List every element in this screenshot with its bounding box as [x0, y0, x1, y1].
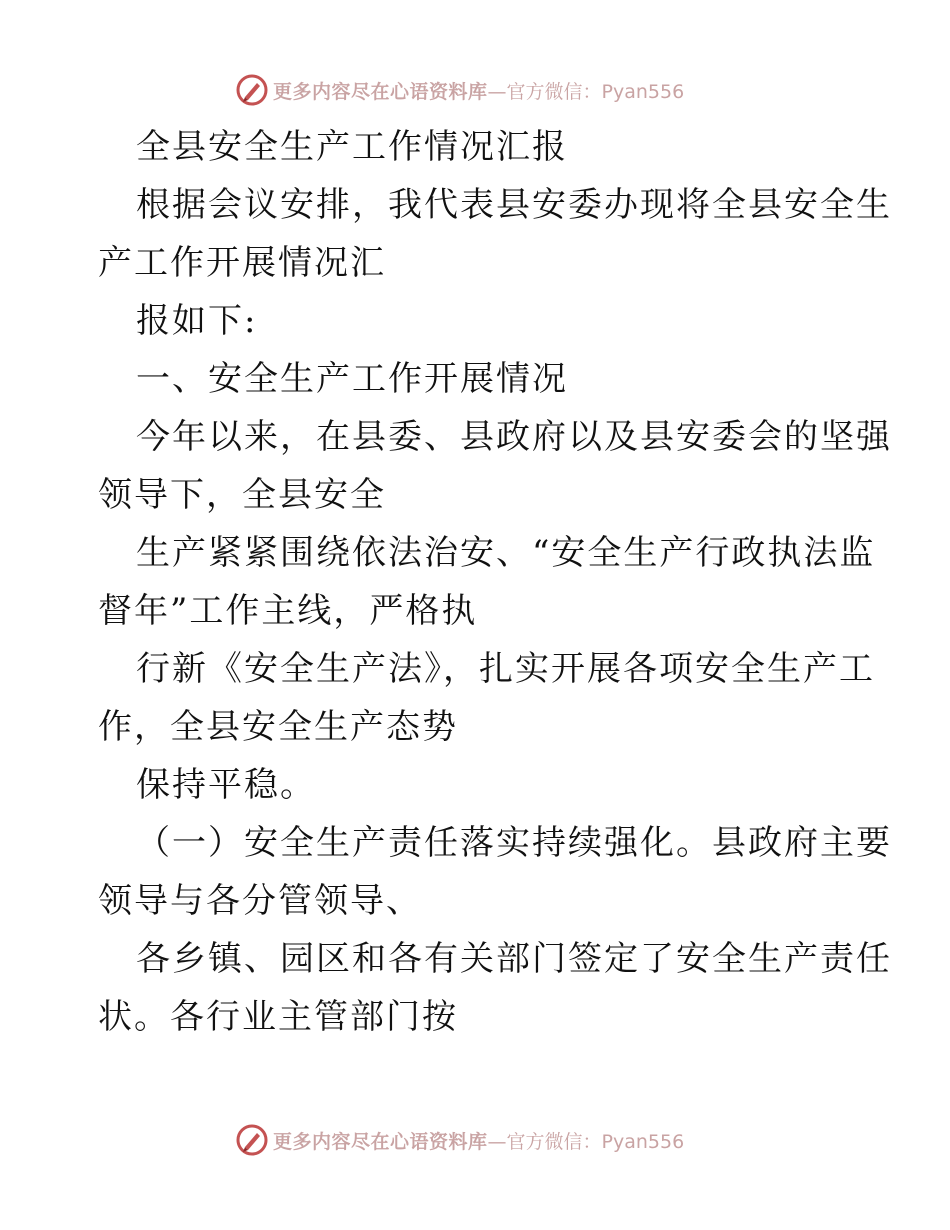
subsection-line: （一）安全生产责任落实持续强化。县政府主要 — [136, 823, 892, 863]
document-title: 全县安全生产工作情况汇报 — [136, 127, 568, 167]
paragraph-line: 产工作开展情况汇 — [98, 243, 386, 283]
watermark-subtext: —官方微信：Pyan556 — [487, 80, 685, 103]
paragraph-line: 各乡镇、园区和各有关部门签定了安全生产责任 — [136, 939, 892, 979]
paragraph-line: 领导下，全县安全 — [98, 475, 386, 515]
watermark-banner-top — [235, 72, 715, 108]
paragraph-line: 生产紧紧围绕依法治安、“安全生产行政执法监 — [136, 533, 876, 573]
watermark-text: 更多内容尽在心语资料库 — [273, 80, 488, 103]
watermark-subtext: —官方微信：Pyan556 — [487, 1130, 685, 1153]
watermark-banner-bottom — [235, 1122, 715, 1158]
paragraph-line: 行新《安全生产法》，扎实开展各项安全生产工 — [136, 649, 875, 689]
paragraph-line: 报如下: — [136, 301, 258, 341]
watermark-text: 更多内容尽在心语资料库 — [273, 1130, 488, 1153]
pen-logo-icon — [235, 1123, 269, 1157]
paragraph-line: 今年以来，在县委、县政府以及县安委会的坚强 — [136, 417, 892, 457]
paragraph-line: 状。各行业主管部门按 — [98, 997, 458, 1037]
pen-logo-icon — [235, 73, 269, 107]
paragraph-line: 领导与各分管领导、 — [98, 881, 422, 921]
paragraph-line: 督年”工作主线，严格执 — [98, 591, 478, 631]
paragraph-line: 根据会议安排，我代表县安委办现将全县安全生 — [136, 185, 892, 225]
paragraph-line: 保持平稳。 — [136, 765, 316, 805]
section-heading: 一、安全生产工作开展情况 — [136, 359, 568, 399]
paragraph-line: 作，全县安全生产态势 — [98, 707, 458, 747]
